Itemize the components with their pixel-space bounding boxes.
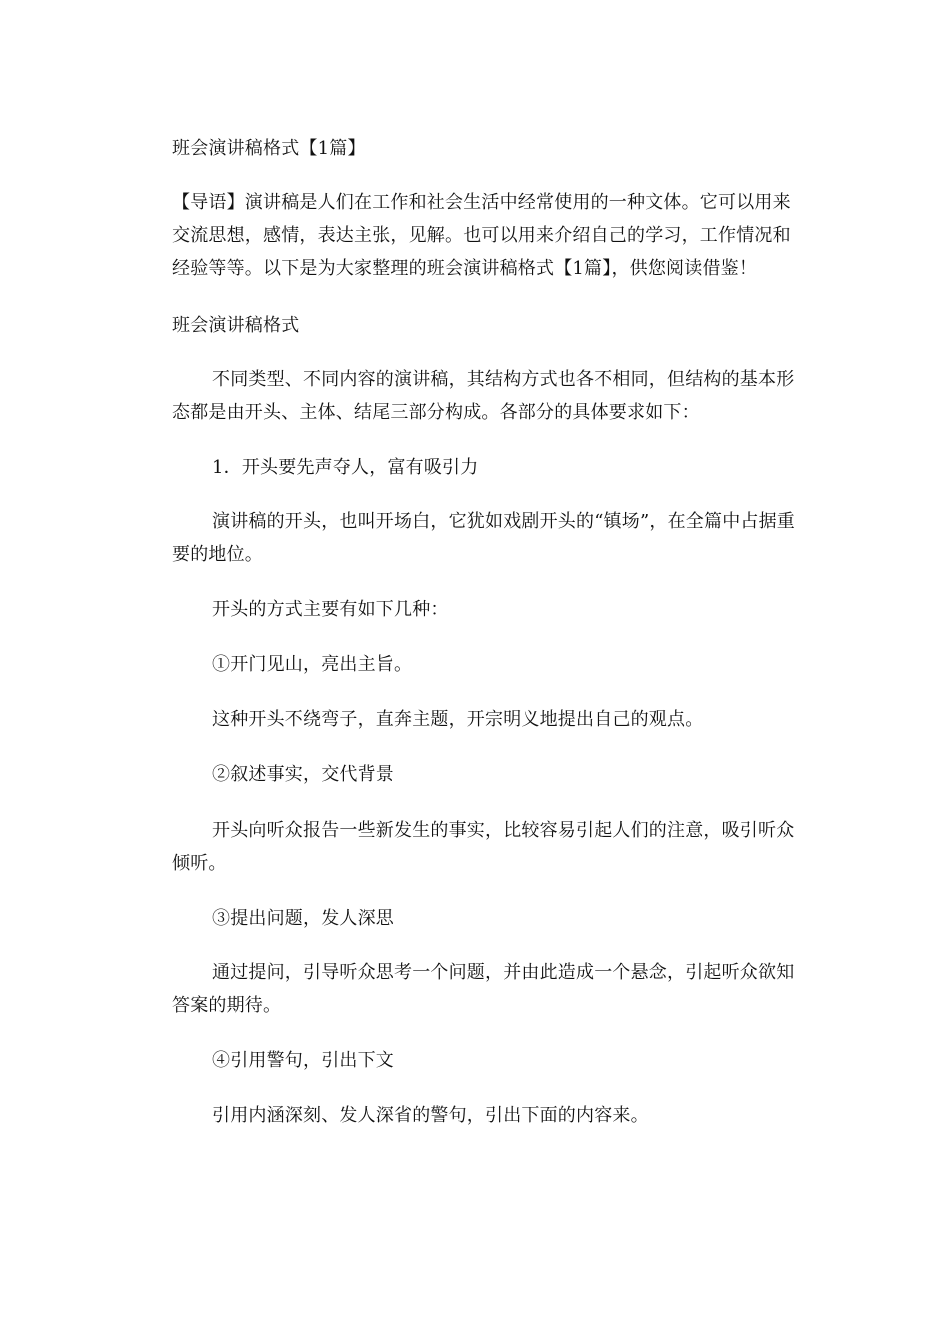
method-4-title: ④引用警句，引出下文	[212, 1050, 394, 1071]
document-title: 班会演讲稿格式【1篇】	[172, 138, 366, 159]
section-heading-1: 1．开头要先声夺人，富有吸引力	[212, 457, 479, 478]
method-1-text: 这种开头不绕弯子，直奔主题，开宗明义地提出自己的观点。	[212, 709, 704, 730]
method-3-title: ③提出问题，发人深思	[212, 908, 394, 929]
method-2-text: 开头向听众报告一些新发生的事实，比较容易引起人们的注意，吸引听众倾听。	[172, 820, 795, 874]
method-4-text: 引用内涵深刻、发人深省的警句，引出下面的内容来。	[212, 1105, 649, 1126]
methods-intro: 开头的方式主要有如下几种：	[212, 599, 449, 620]
method-2-title: ②叙述事实，交代背景	[212, 764, 394, 785]
section-subtitle: 班会演讲稿格式	[172, 315, 300, 336]
method-3-text: 通过提问，引导听众思考一个问题，并由此造成一个悬念，引起听众欲知答案的期待。	[172, 962, 795, 1016]
method-1-title: ①开门见山，亮出主旨。	[212, 654, 413, 675]
structure-paragraph: 不同类型、不同内容的演讲稿，其结构方式也各不相同，但结构的基本形态都是由开头、主体、结尾三部分构成。各部分的具体要求如下：	[172, 369, 795, 423]
intro-paragraph: 【导语】演讲稿是人们在工作和社会生活中经常使用的一种文体。它可以用来交流思想，感情，表达主张，见解。也可以用来介绍自己的学习，工作情况和经验等等。以下是为大家整理的班会演讲稿格式【1篇】，供您阅读借鉴！	[172, 192, 791, 279]
opening-paragraph: 演讲稿的开头，也叫开场白，它犹如戏剧开头的“镇场”，在全篇中占据重要的地位。	[172, 511, 796, 565]
